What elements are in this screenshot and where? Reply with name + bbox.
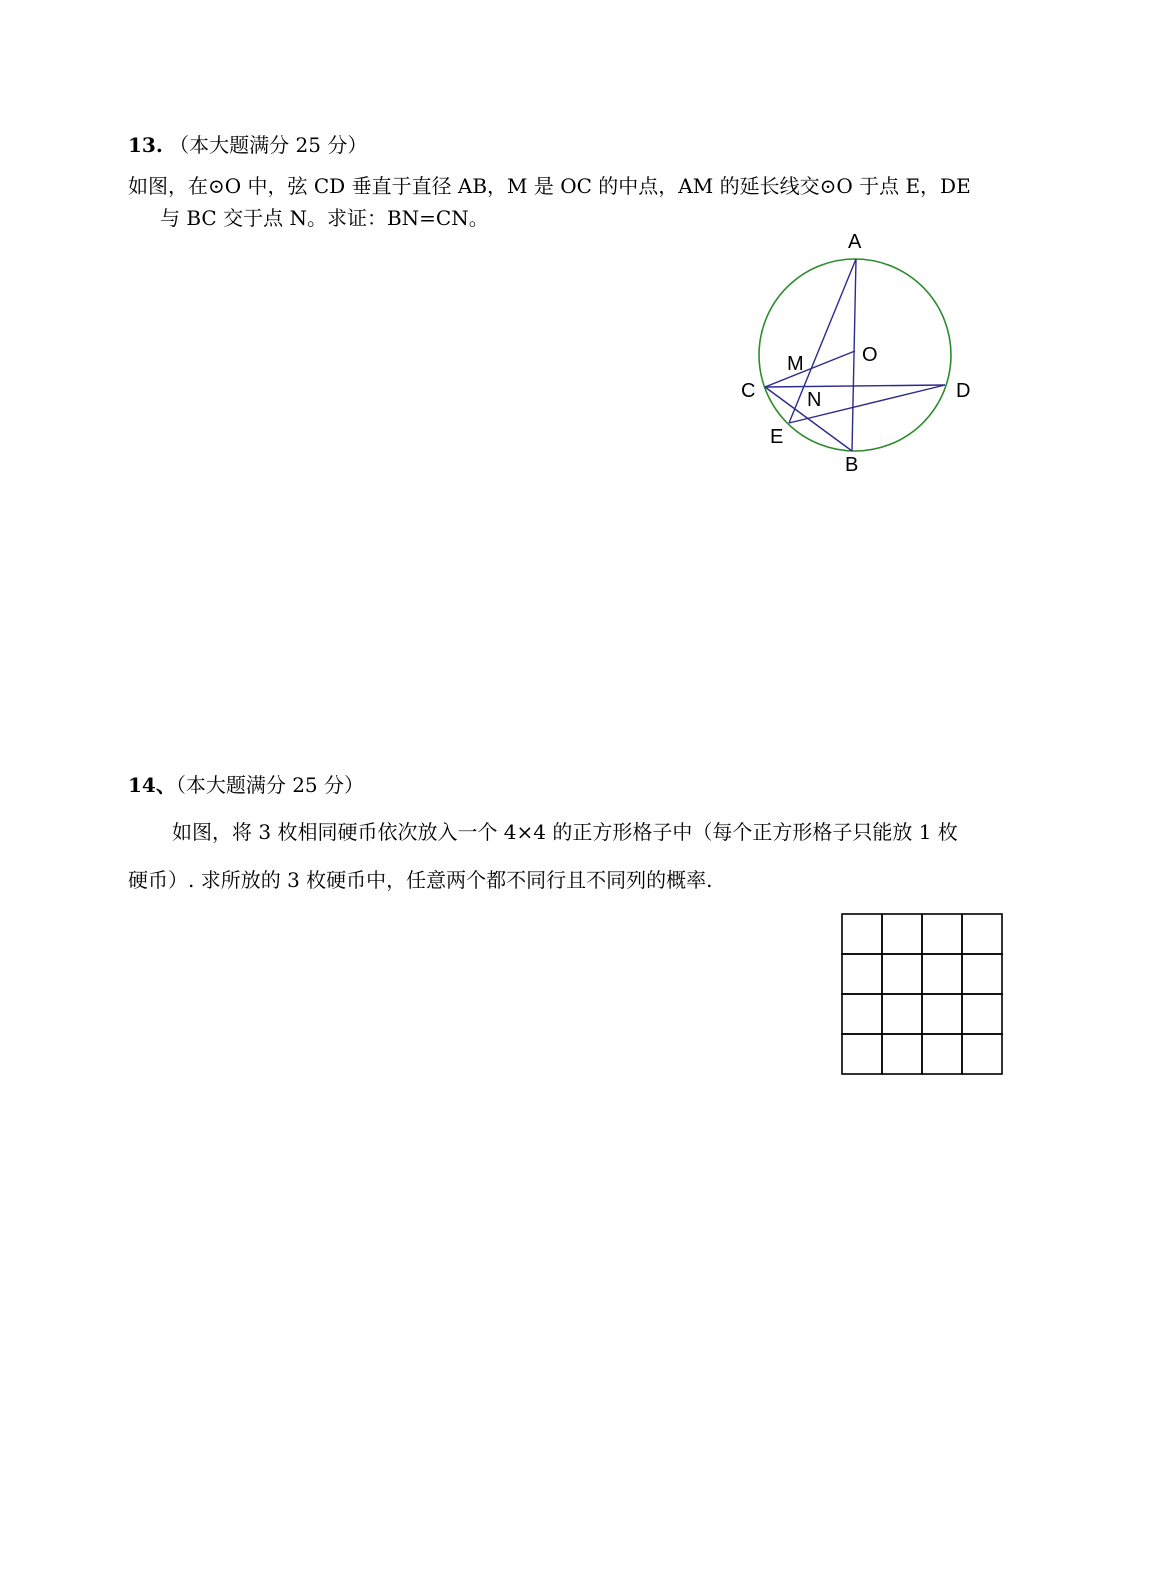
line-ae [789,259,856,423]
q13-circle-figure [730,225,990,485]
chord-cd [765,385,945,387]
grid-cell [882,994,922,1034]
grid-cell [962,914,1002,954]
grid-cell [962,1034,1002,1074]
grid-cell [922,1034,962,1074]
q14-text-line1: 如图，将 3 枚相同硬币依次放入一个 4×4 的正方形格子中（每个正方形格子只能放 1 枚 [172,820,958,844]
label-n: N [807,389,822,411]
q14-points: （本大题满分 25 分） [175,773,365,797]
grid-cell [842,994,882,1034]
q13-points: （本大题满分 25 分） [169,133,368,157]
grid-cell [842,954,882,994]
grid-cell [962,994,1002,1034]
grid-cell [842,1034,882,1074]
q13-text-line2: 与 BC 交于点 N。求证：BN=CN。 [160,206,489,230]
label-c: C [741,380,756,402]
segment-oc [765,351,855,387]
grid-cell [922,994,962,1034]
q14-text-line2: 硬币）. 求所放的 3 枚硬币中，任意两个都不同行且不同列的概率. [128,868,713,892]
grid-cell [882,954,922,994]
q13-text-line1: 如图，在⊙O 中，弦 CD 垂直于直径 AB，M 是 OC 的中点，AM 的延长线交⊙O 于点 E，DE [128,174,971,198]
label-e: E [770,426,784,448]
label-m: M [787,353,804,375]
label-o: O [862,344,878,366]
q14-number: 14、 [128,773,176,797]
q14-header [128,769,364,798]
label-b: B [845,454,859,476]
grid-cell [962,954,1002,994]
grid-cell [922,954,962,994]
q13-number: 13. [128,133,163,157]
grid-cell [882,1034,922,1074]
diameter-ab [852,259,856,451]
grid-cell [922,914,962,954]
grid-cell [842,914,882,954]
label-d: D [956,380,971,402]
q13-header [128,129,367,158]
label-a: A [848,231,862,253]
grid-cell [882,914,922,954]
q14-grid-figure [840,912,1006,1078]
